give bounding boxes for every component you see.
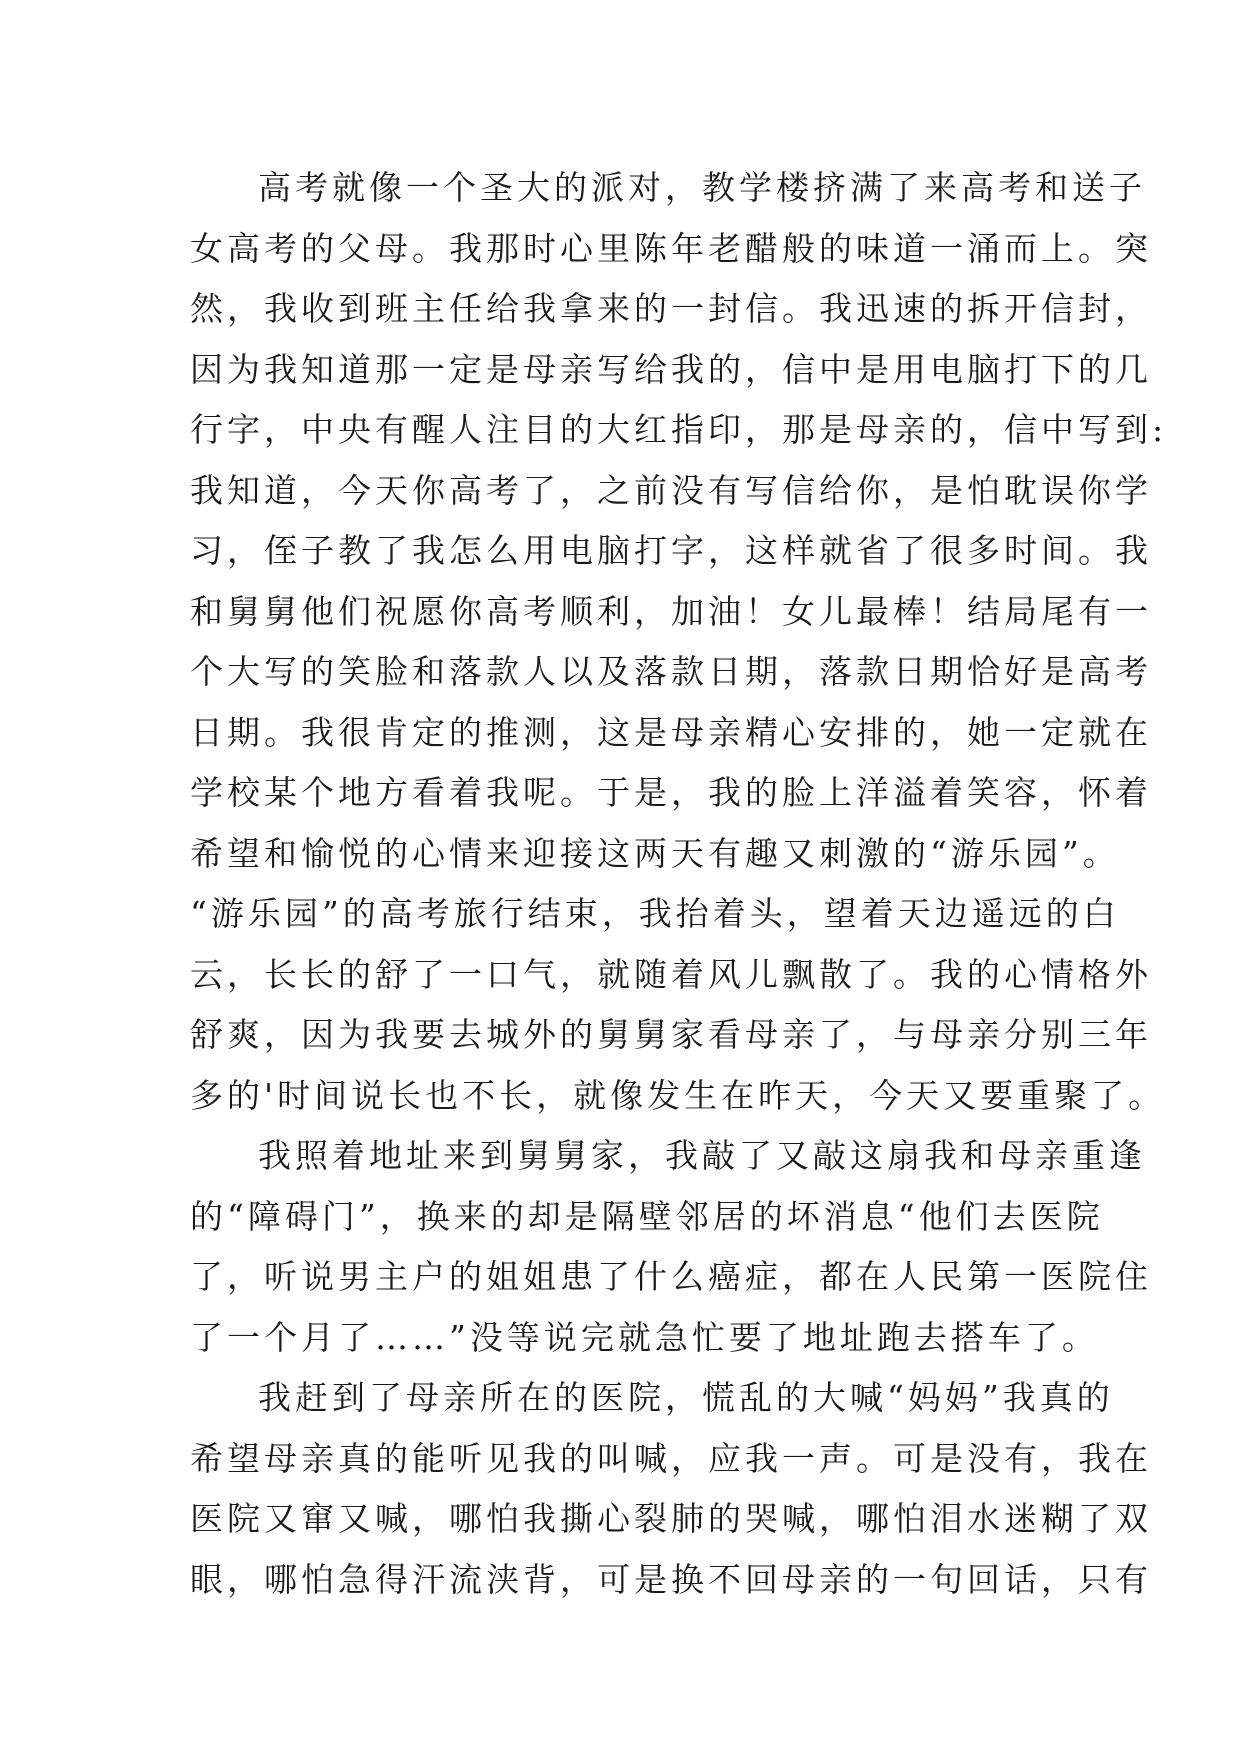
text-line: 个大写的笑脸和落款人以及落款日期，落款日期恰好是高考 (190, 652, 1152, 691)
text-line: 习，侄子教了我怎么用电脑打字，这样就省了很多时间。我 (190, 531, 1152, 570)
text-line: 然，我收到班主任给我拿来的一封信。我迅速的拆开信封， (190, 289, 1152, 328)
body-text (190, 158, 1168, 1610)
text-line: 了一个月了……”没等说完就急忙要了地址跑去搭车了。 (190, 1317, 1099, 1357)
text-line: 因为我知道那一定是母亲写给我的，信中是用电脑打下的几 (190, 349, 1152, 389)
text-line: 学校某个地方看着我呢。于是，我的脸上洋溢着笑容，怀着 (190, 773, 1152, 812)
text-line: 行字，中央有醒人注目的大红指印，那是母亲的，信中写到: (190, 410, 1168, 449)
text-line: 女高考的父母。我那时心里陈年老醋般的味道一涌而上。突 (190, 228, 1152, 268)
text-line: 高考就像一个圣大的派对，教学楼挤满了来高考和送子 (258, 168, 1146, 207)
text-line: 我知道，今天你高考了，之前没有写信给你，是怕耽误你学 (190, 470, 1152, 510)
text-line: 希望母亲真的能听见我的叫喊，应我一声。可是没有，我在 (190, 1438, 1152, 1478)
paragraph-1 (190, 158, 1168, 1126)
text-line: 了，听说男主户的姐姐患了什么癌症，都在人民第一医院住 (190, 1257, 1152, 1296)
text-line: 眼，哪怕急得汗流浃背，可是换不回母亲的一句回话，只有 (190, 1559, 1152, 1599)
text-line: 的“障碍门”，换来的却是隔壁邻居的坏消息“他们去医院 (190, 1196, 1104, 1236)
text-line: 我赶到了母亲所在的医院，慌乱的大喊“妈妈”我真的 (258, 1378, 1114, 1417)
paragraph-3 (190, 1368, 1152, 1610)
text-line: 舒爽，因为我要去城外的舅舅家看母亲了，与母亲分别三年 (190, 1015, 1152, 1054)
text-line: 医院又窜又喊，哪怕我撕心裂肺的哭喊，哪怕泪水迷糊了双 (190, 1499, 1152, 1538)
paragraph-2 (190, 1126, 1152, 1368)
text-line: 希望和愉悦的心情来迎接这两天有趣又刺激的“游乐园”。 (190, 833, 1120, 873)
text-line: 云，长长的舒了一口气，就随着风儿飘散了。我的心情格外 (190, 954, 1152, 994)
text-line: 我照着地址来到舅舅家，我敲了又敲这扇我和母亲重逢 (258, 1136, 1146, 1175)
text-line: “游乐园”的高考旅行结束，我抬着头，望着天边遥远的白 (190, 894, 1120, 933)
text-line: 和舅舅他们祝愿你高考顺利，加油！女儿最棒！结局尾有一 (190, 591, 1152, 631)
text-line: 多的'时间说长也不长，就像发生在昨天，今天又要重聚了。 (190, 1075, 1166, 1115)
text-line: 日期。我很肯定的推测，这是母亲精心安排的，她一定就在 (190, 712, 1152, 752)
